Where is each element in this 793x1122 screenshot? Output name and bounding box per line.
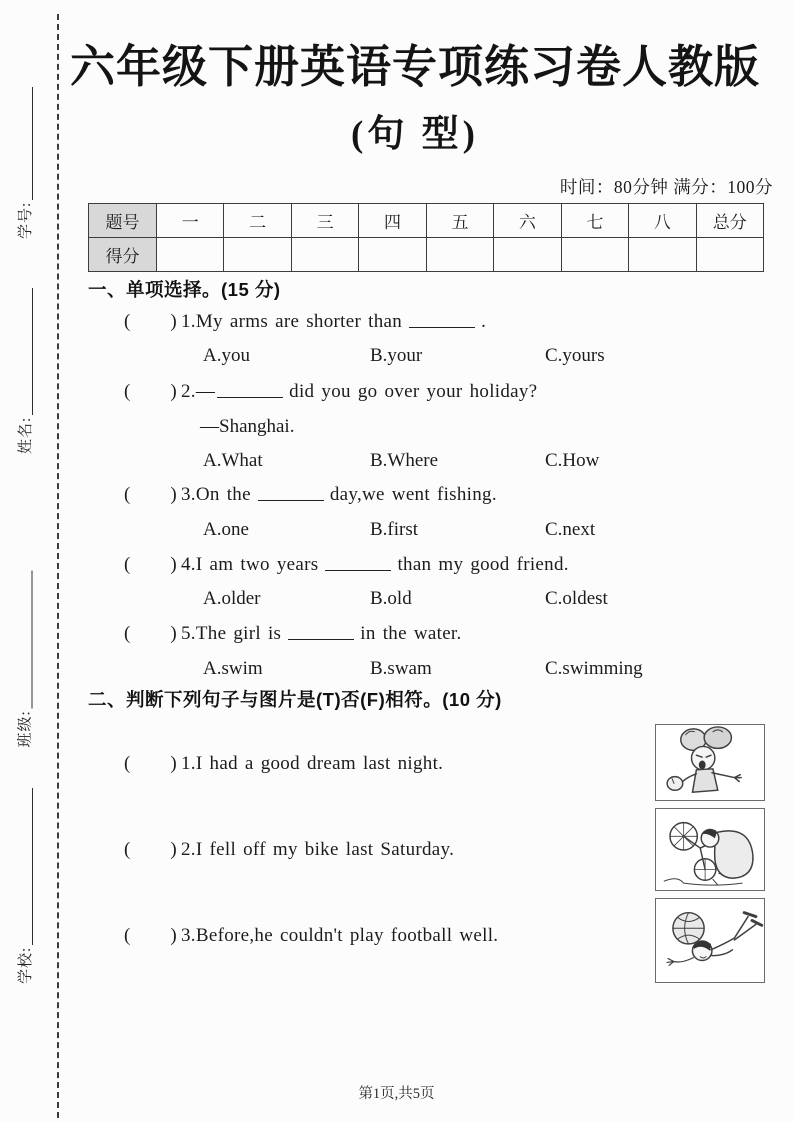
- option-c: C.next: [545, 519, 596, 540]
- fill-blank: [258, 486, 324, 501]
- score-cell: [359, 238, 426, 272]
- score-col-total: 总分: [696, 204, 764, 238]
- student-name-blank-line: [32, 288, 33, 415]
- score-col-4: 四: [359, 204, 426, 238]
- fill-blank: [217, 383, 283, 398]
- section-two-heading: 二、判断下列句子与图片是(T)否(F)相符。(10 分): [88, 689, 502, 710]
- student-name-field: [14, 288, 36, 454]
- score-cell: [224, 238, 291, 272]
- score-col-5: 五: [426, 204, 493, 238]
- score-col-2: 二: [224, 204, 291, 238]
- score-col-8: 八: [629, 204, 696, 238]
- class-field: [14, 571, 36, 748]
- question-number: 4.: [181, 554, 196, 575]
- option-b: B.old: [370, 588, 412, 609]
- question-text: My arms are shorter than: [195, 311, 403, 332]
- question-number: 3.: [181, 484, 196, 505]
- fill-blank: [288, 625, 354, 640]
- student-name-label: 姓名:: [18, 416, 34, 454]
- score-cell: [696, 238, 764, 272]
- answer-slot: ( ): [124, 311, 177, 332]
- section-one-heading: 一、单项选择。(15 分): [88, 279, 281, 300]
- option-a: A.older: [203, 588, 261, 609]
- question-text: I am two years: [195, 554, 319, 575]
- image-boy-diving-with-basketball: [655, 898, 765, 983]
- student-id-blank-line: [32, 87, 33, 200]
- item-number: 3.: [181, 925, 196, 946]
- score-table-score-row: [89, 238, 764, 272]
- image-boy-fallen-off-bike: [655, 808, 765, 891]
- basketball-dive-illustration: [656, 899, 764, 982]
- image-child-bad-dream: [655, 724, 765, 801]
- class-blank-line: [32, 571, 33, 709]
- page-title: 六年级下册英语专项练习卷人教版: [69, 42, 760, 92]
- item-number: 1.: [181, 753, 196, 774]
- answer-slot: ( ): [124, 839, 177, 860]
- question-text-after: in the water.: [360, 623, 462, 644]
- answer-slot: ( ): [124, 925, 177, 946]
- fill-blank: [325, 556, 391, 571]
- school-field: [14, 788, 36, 984]
- option-a: A.swim: [203, 658, 263, 679]
- score-cell: [561, 238, 628, 272]
- score-cell: [426, 238, 493, 272]
- bad-dream-illustration: [656, 725, 764, 800]
- item-text: I fell off my bike last Saturday.: [195, 839, 455, 860]
- question-text-after: day,we went fishing.: [329, 484, 497, 505]
- score-col-1: 一: [157, 204, 224, 238]
- score-col-3: 三: [291, 204, 358, 238]
- score-table-corner: 题号: [89, 204, 157, 238]
- question-text-after: than my good friend.: [397, 554, 569, 575]
- score-cell: [157, 238, 224, 272]
- option-b: B.first: [370, 519, 419, 540]
- score-table-header-row: [89, 204, 764, 238]
- option-c: C.How: [545, 450, 600, 471]
- question-2-answer-line: —Shanghai.: [200, 416, 295, 437]
- question-3: [124, 483, 763, 506]
- question-number: 2.: [181, 381, 196, 402]
- score-cell: [494, 238, 561, 272]
- school-label: 学校:: [18, 946, 34, 984]
- question-text: The girl is: [195, 623, 282, 644]
- question-number: 5.: [181, 623, 196, 644]
- student-id-field: [14, 87, 36, 239]
- question-text: On the: [195, 484, 251, 505]
- score-col-6: 六: [494, 204, 561, 238]
- option-c: C.oldest: [545, 588, 608, 609]
- item-text: Before,he couldn't play football well.: [195, 925, 499, 946]
- option-b: B.Where: [370, 450, 439, 471]
- answer-slot: ( ): [124, 753, 177, 774]
- score-cell: [629, 238, 696, 272]
- option-c: C.swimming: [545, 658, 643, 679]
- question-2: [124, 380, 763, 403]
- question-number: 1.: [181, 311, 196, 332]
- question-text: —: [195, 381, 216, 402]
- score-cell: [291, 238, 358, 272]
- page-subtitle: (句 型): [351, 114, 479, 155]
- score-table: [88, 203, 764, 272]
- page-number: 第1页,共5页: [358, 1086, 435, 1102]
- question-1: [124, 310, 763, 333]
- option-a: A.you: [203, 345, 250, 366]
- seal-dashed-line: [57, 14, 59, 1118]
- score-row-label: 得分: [89, 238, 157, 272]
- answer-slot: ( ): [124, 623, 177, 644]
- option-b: B.swam: [370, 658, 432, 679]
- question-5: [124, 622, 763, 645]
- question-text-after: did you go over your holiday?: [289, 381, 538, 402]
- answer-slot: ( ): [124, 554, 177, 575]
- class-label: 班级:: [17, 710, 34, 748]
- answer-slot: ( ): [124, 484, 177, 505]
- question-4: [124, 553, 763, 576]
- answer-slot: ( ): [124, 381, 177, 402]
- option-a: A.one: [203, 519, 249, 540]
- item-text: I had a good dream last night.: [195, 753, 444, 774]
- option-c: C.yours: [545, 345, 605, 366]
- option-a: A.What: [203, 450, 263, 471]
- student-id-label: 学号:: [18, 201, 34, 239]
- question-text-after: .: [481, 311, 487, 332]
- bike-fall-illustration: [656, 809, 764, 890]
- item-number: 2.: [181, 839, 196, 860]
- school-blank-line: [32, 788, 33, 945]
- time-and-score-info: 时间：80分钟 满分：100分: [559, 177, 773, 197]
- score-col-7: 七: [561, 204, 628, 238]
- option-b: B.your: [370, 345, 423, 366]
- fill-blank: [409, 313, 475, 328]
